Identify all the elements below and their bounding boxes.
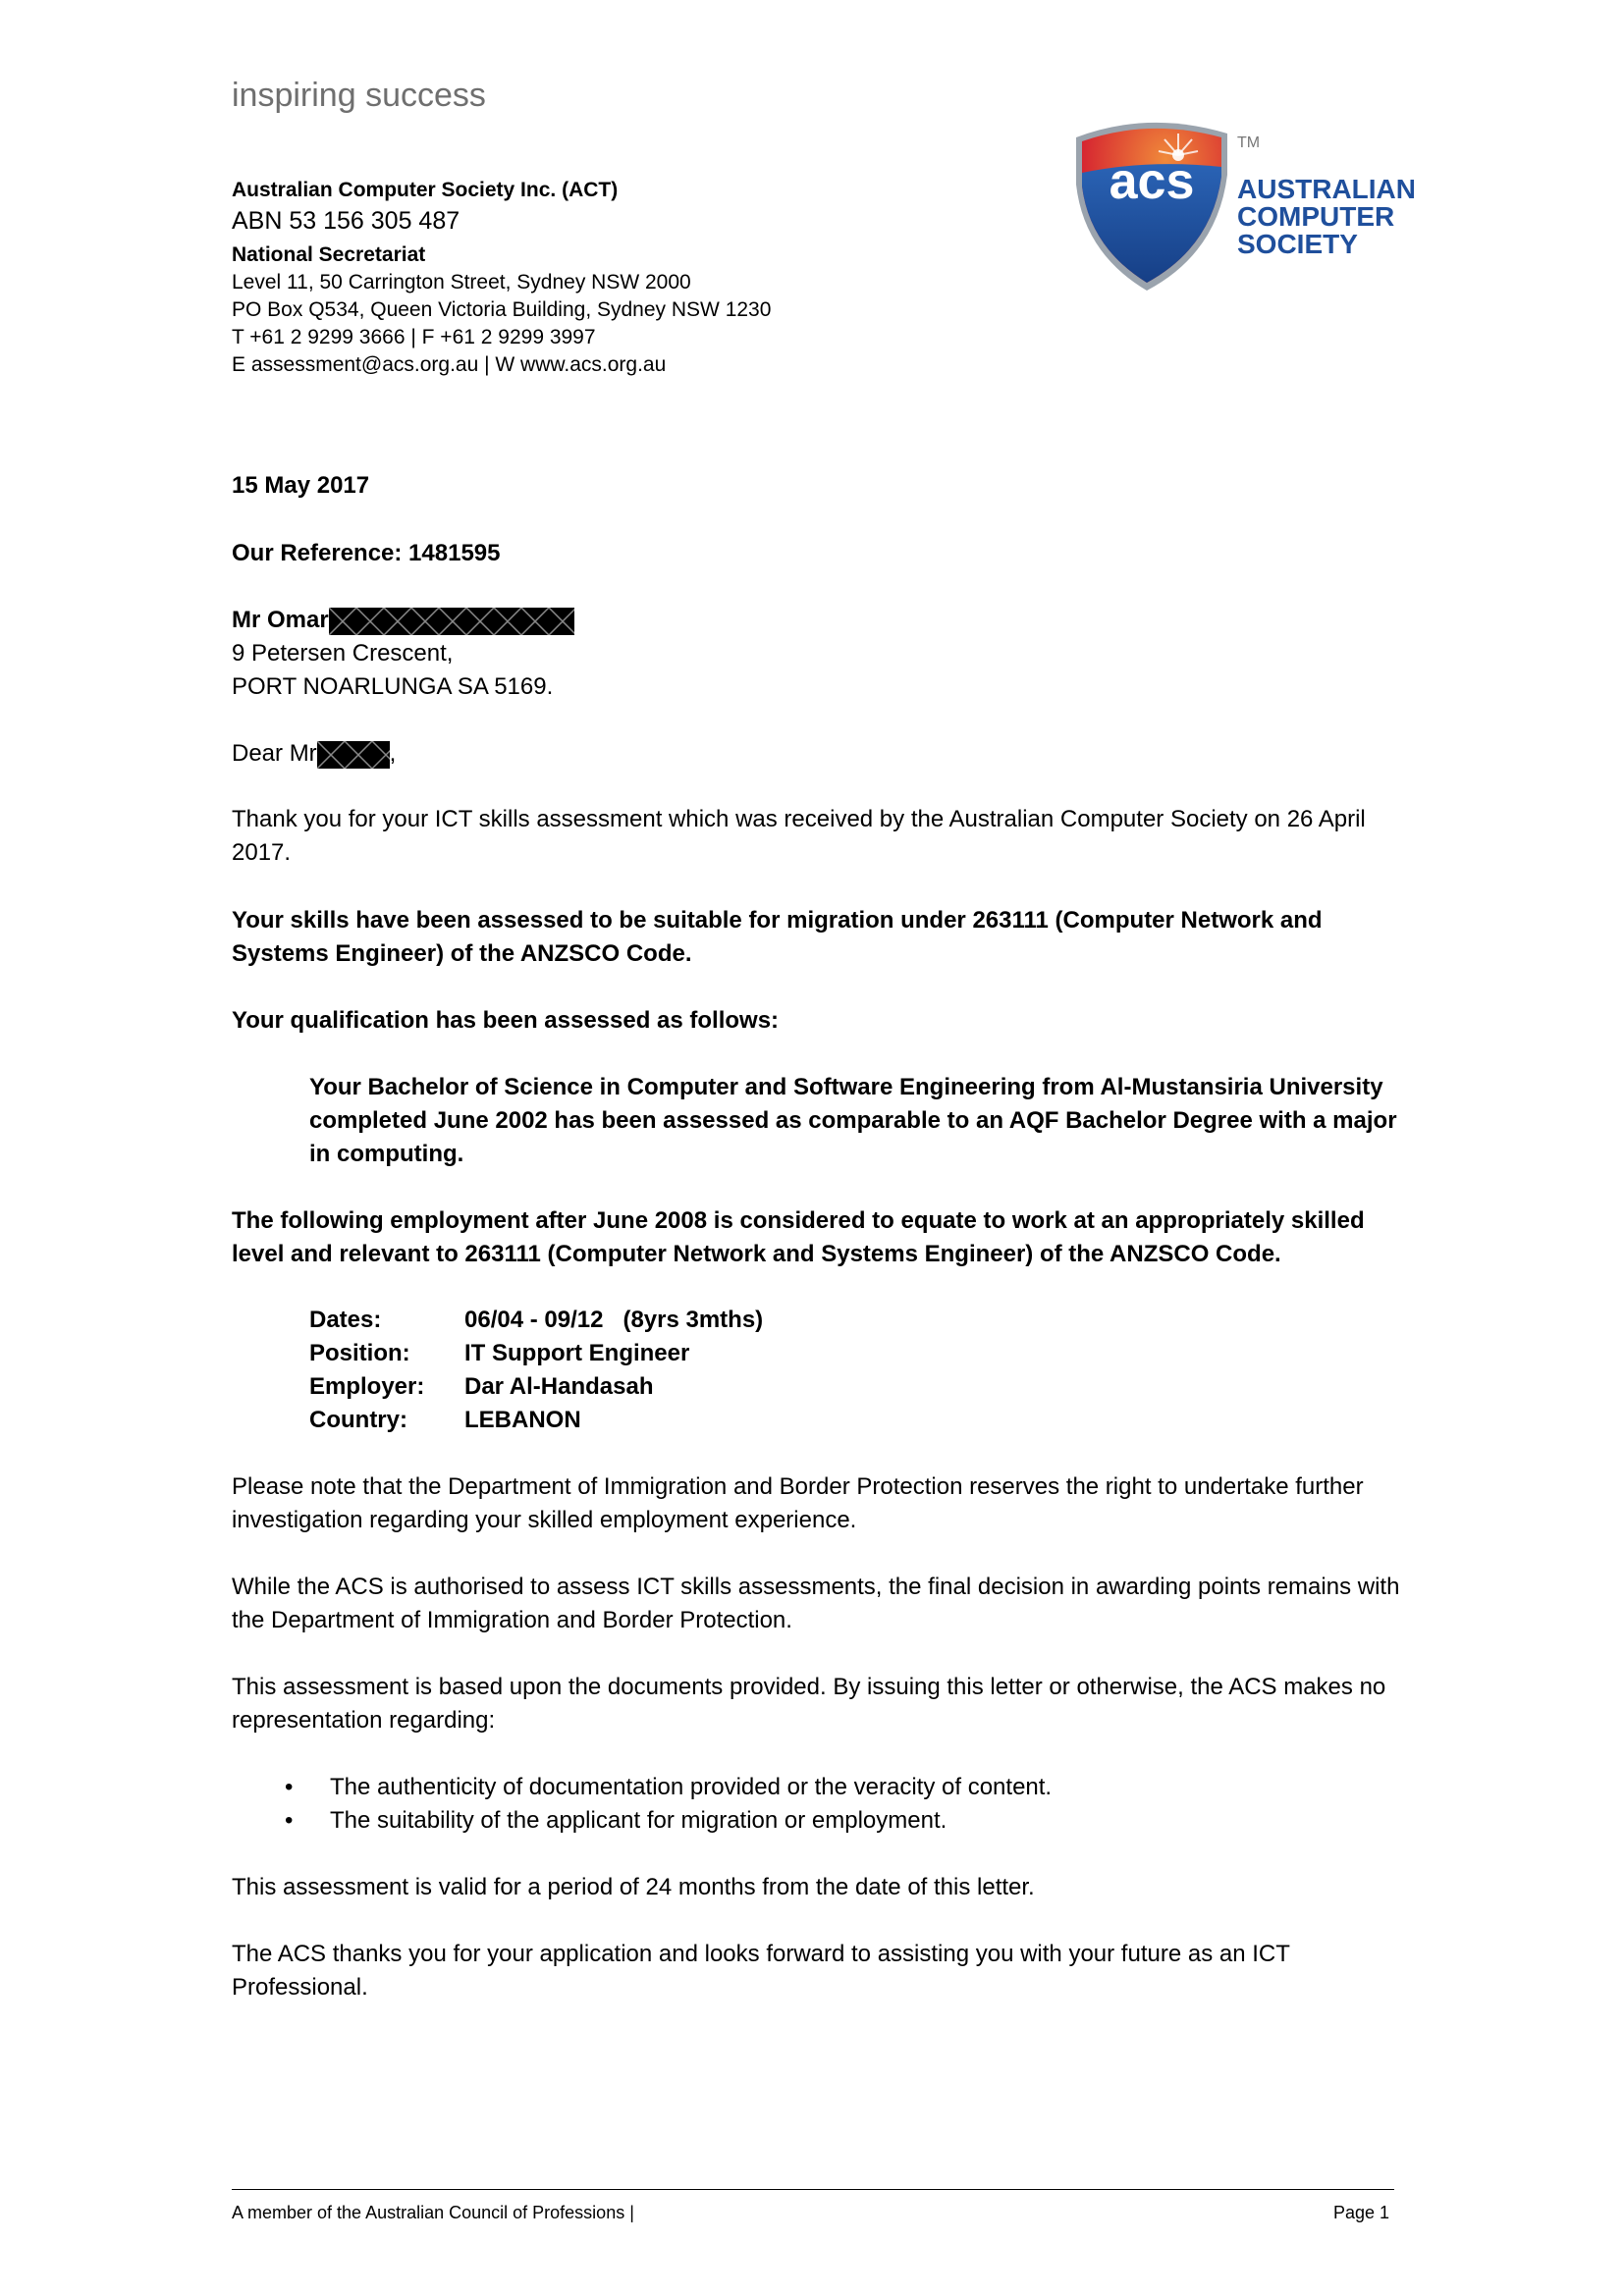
employment-dates-row	[309, 1304, 763, 1337]
employment-dates-value: 06/04 - 09/12 (8yrs 3mths)	[464, 1307, 764, 1333]
employment-position-label: Position:	[309, 1340, 410, 1366]
paragraph-note: Please note that the Department of Immigration and Border Protection reserves the right to undertake further investigation regarding your skilled employment experience.	[232, 1473, 1364, 1533]
paragraph-authorised: While the ACS is authorised to assess ICT skills assessments, the final decision in awarding points remains with the Department of Immigration and Border Protection.	[232, 1574, 1400, 1633]
recipient-name: Mr Omar	[232, 607, 329, 633]
logo-tm: TM	[1237, 134, 1261, 151]
redaction-salutation	[317, 741, 390, 769]
employment-employer-value: Dar Al-Handasah	[464, 1373, 654, 1400]
logo-line-3: SOCIETY	[1237, 229, 1358, 259]
letter-reference: Our Reference: 1481595	[232, 540, 501, 566]
acs-shield-icon	[1070, 116, 1414, 296]
employment-country-row	[309, 1404, 581, 1437]
bullet-item	[285, 1804, 947, 1838]
logo-mark: acs	[1109, 153, 1195, 210]
org-name: Australian Computer Society Inc. (ACT)	[232, 179, 619, 201]
bullet-icon: •	[285, 1774, 294, 1800]
address-line-2: PO Box Q534, Queen Victoria Building, Sydney NSW 1230	[232, 298, 772, 321]
office-name: National Secretariat	[232, 243, 426, 266]
salutation-end: ,	[389, 740, 397, 767]
paragraph-closing: The ACS thanks you for your application and looks forward to assisting you with your future as an ICT Professional.	[232, 1941, 1290, 2001]
paragraph-employment: The following employment after June 2008 is considered to equate to work at an appropriately skilled level and relevant to 263111 (Computer Network and Systems Engineer) of the ANZSCO Code.	[232, 1207, 1365, 1267]
salutation: Dear Mr	[232, 740, 317, 767]
employment-country-label: Country:	[309, 1407, 407, 1433]
paragraph-basis: This assessment is based upon the documents provided. By issuing this letter or otherwise, the ACS makes no representation regarding:	[232, 1674, 1386, 1734]
recipient-street: 9 Petersen Crescent,	[232, 640, 454, 667]
recipient-city: PORT NOARLUNGA SA 5169.	[232, 673, 554, 700]
phone-line: T +61 2 9299 3666 | F +61 2 9299 3997	[232, 326, 596, 348]
redaction-surname	[329, 608, 574, 635]
footer-left-text: A member of the Australian Council of Professions |	[232, 2203, 634, 2222]
paragraph-qualification-heading: Your qualification has been assessed as follows:	[232, 1007, 780, 1034]
employment-position-row	[309, 1337, 689, 1370]
redaction-pattern-icon	[317, 741, 390, 769]
employment-country-value: LEBANON	[464, 1407, 581, 1433]
employment-employer-row	[309, 1370, 654, 1404]
paragraph-thanks: Thank you for your ICT skills assessment which was received by the Australian Computer Society on 26 April 2017.	[232, 806, 1366, 866]
paragraph-suitable: Your skills have been assessed to be suitable for migration under 263111 (Computer Network and Systems Engineer) of the ANZSCO Code.	[232, 907, 1323, 967]
redaction-pattern-icon	[329, 608, 574, 635]
logo-line-1: AUSTRALIAN	[1237, 174, 1414, 204]
letter-date: 15 May 2017	[232, 472, 370, 499]
employment-employer-label: Employer:	[309, 1373, 425, 1400]
bullet-icon: •	[285, 1807, 294, 1834]
address-line-1: Level 11, 50 Carrington Street, Sydney NSW 2000	[232, 271, 691, 294]
bullet-item	[285, 1771, 1052, 1804]
paragraph-valid: This assessment is valid for a period of 24 months from the date of this letter.	[232, 1874, 1035, 1900]
acs-logo	[1070, 116, 1414, 296]
footer-divider	[232, 2189, 1394, 2190]
paragraph-qualification-detail: Your Bachelor of Science in Computer and Software Engineering from Al-Mustansiria University completed June 2002 has been assessed as comparable to an AQF Bachelor Degree with a major in computing.	[309, 1074, 1397, 1167]
tagline: inspiring success	[232, 77, 486, 114]
employment-position-value: IT Support Engineer	[464, 1340, 690, 1366]
bullet-text: The authenticity of documentation provided or the veracity of content.	[330, 1774, 1053, 1800]
page-number: Page 1	[1333, 2203, 1390, 2222]
recipient-block	[232, 604, 1400, 704]
abn: ABN 53 156 305 487	[232, 207, 460, 235]
salutation-line	[232, 737, 1400, 771]
employment-dates-label: Dates:	[309, 1307, 382, 1333]
bullet-text: The suitability of the applicant for migration or employment.	[330, 1807, 947, 1834]
logo-line-2: COMPUTER	[1237, 201, 1395, 232]
letterhead-address	[232, 177, 771, 379]
email-line: E assessment@acs.org.au | W www.acs.org.au	[232, 353, 667, 376]
